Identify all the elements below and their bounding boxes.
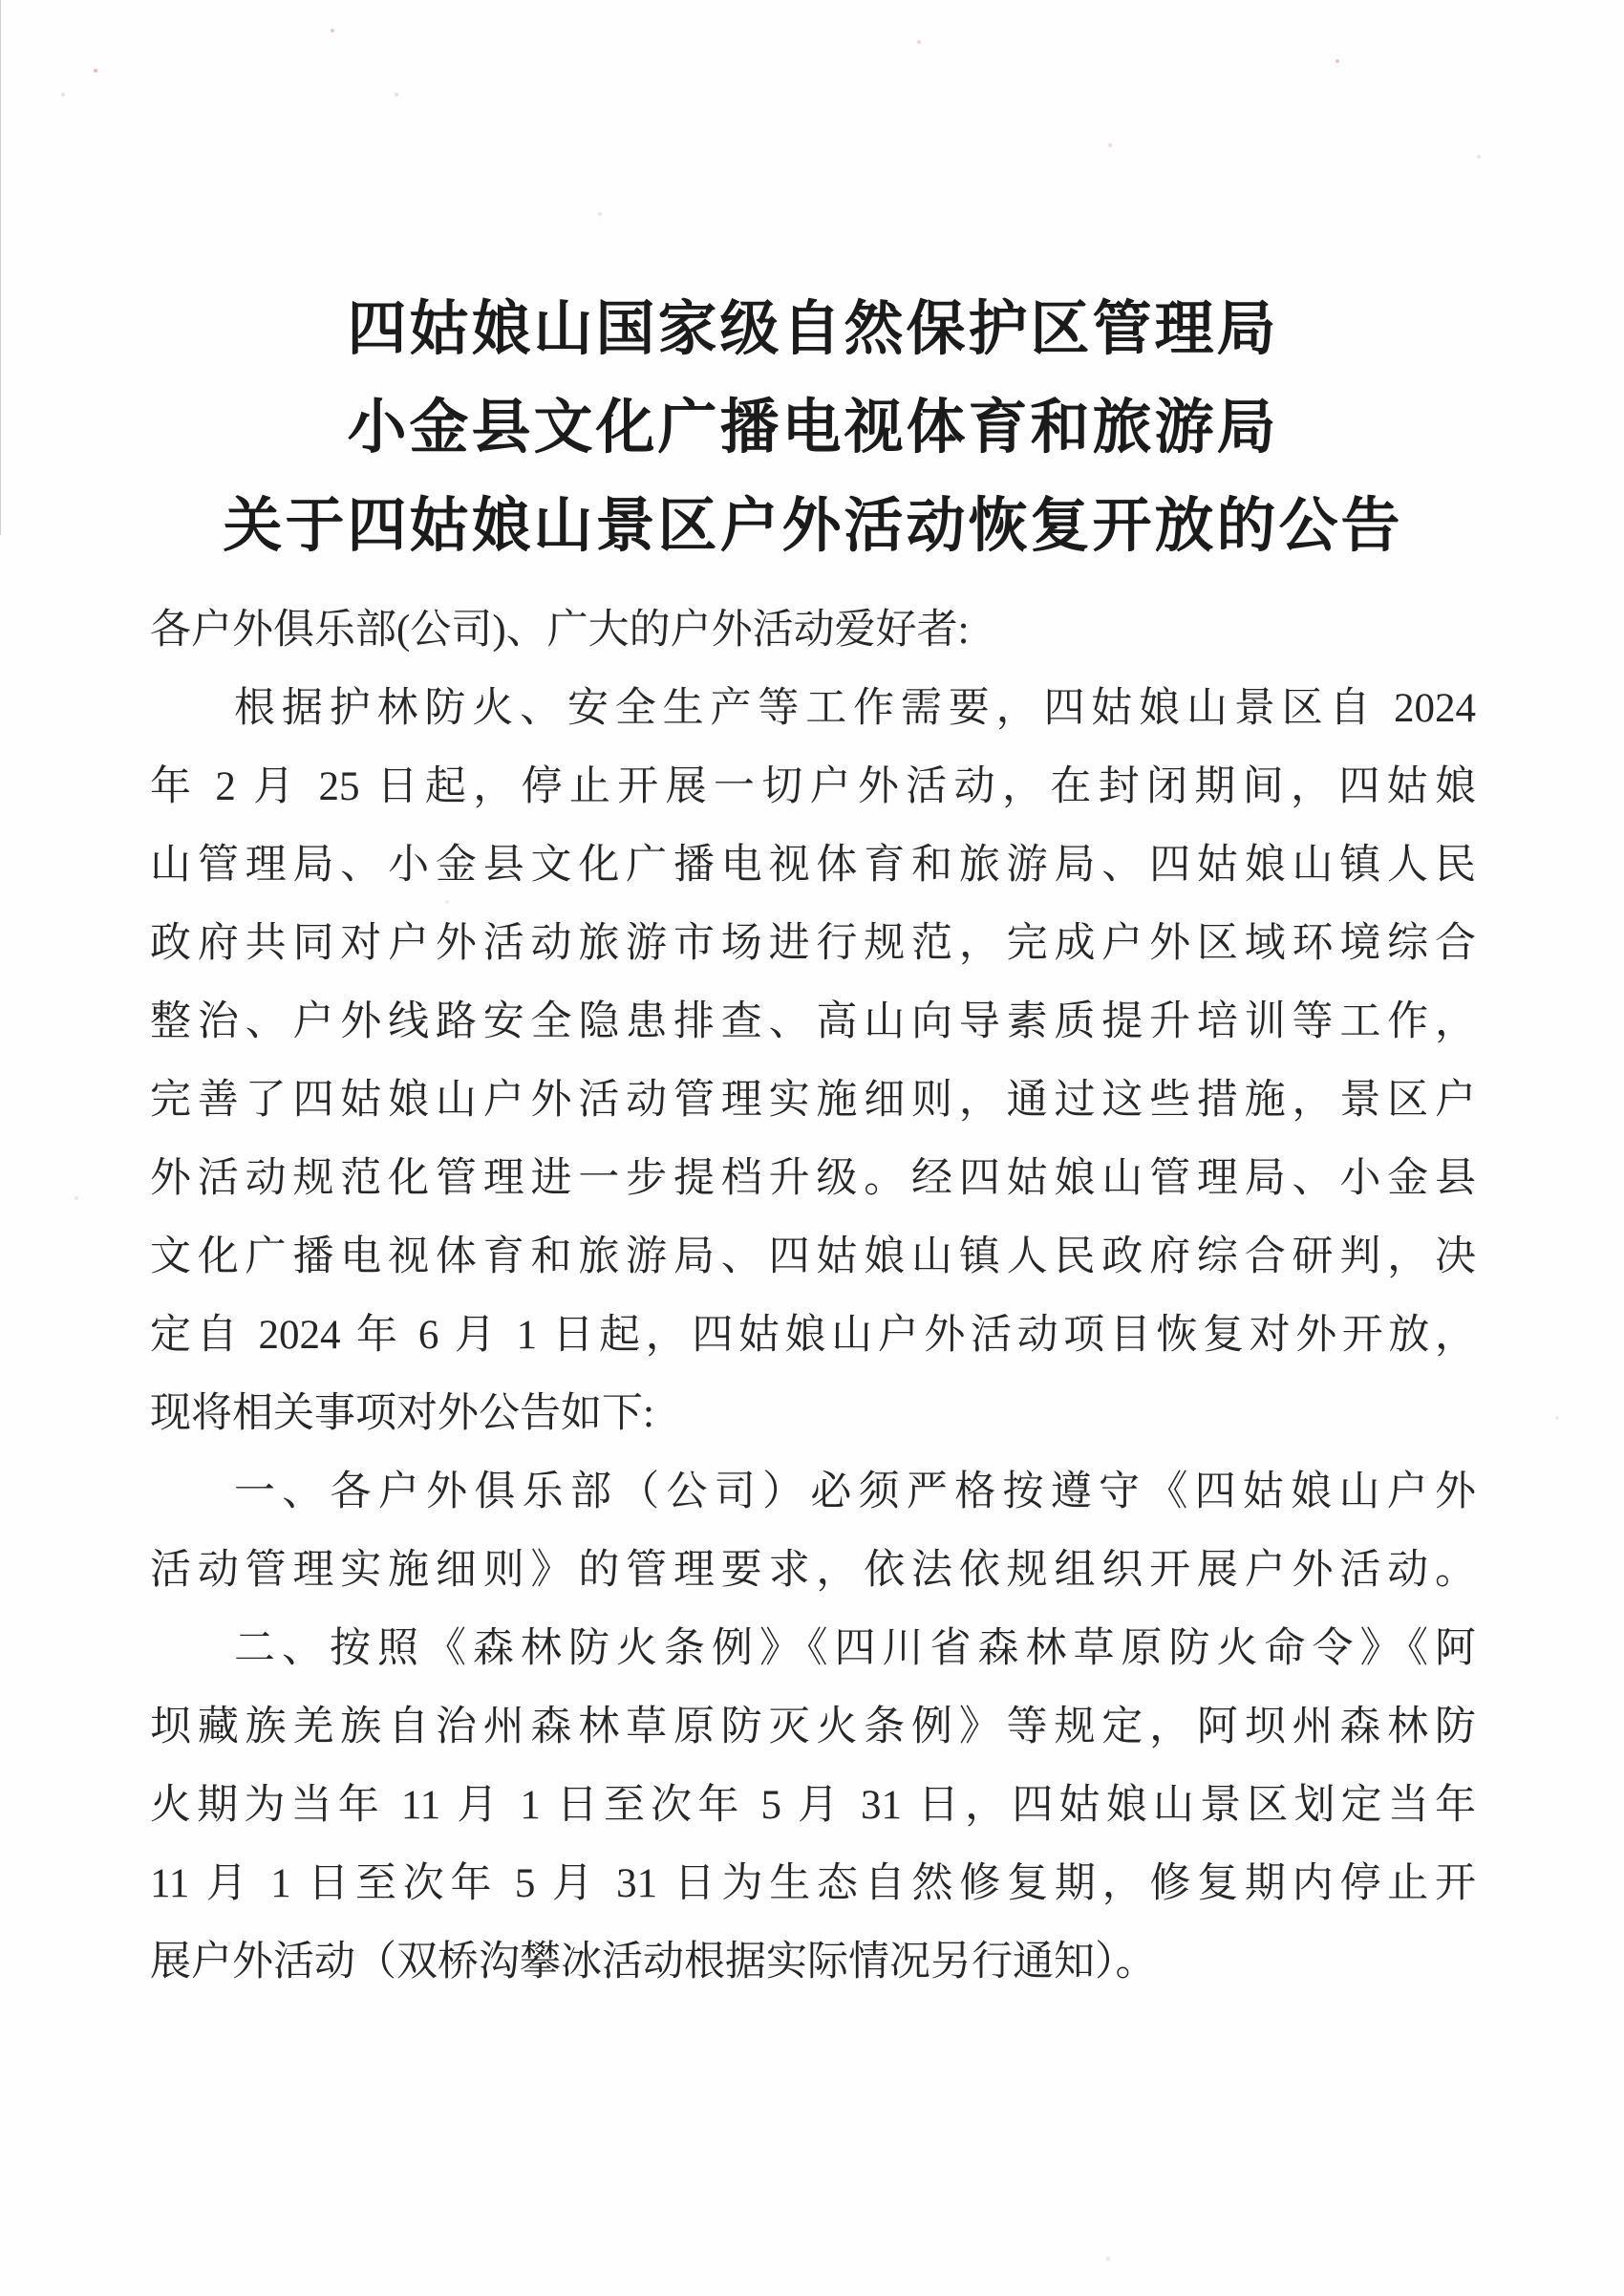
body-line: 政府共同对户外活动旅游市场进行规范，完成户外区域环境综合 <box>150 921 1476 966</box>
scan-noise-speckles <box>94 69 97 73</box>
body-line: 根据护林防火、安全生产等工作需要，四姑娘山景区自 2024 <box>234 686 1476 731</box>
body-line: 年 2 月 25 日起，停止开展一切户外活动，在封闭期间，四姑娘 <box>150 764 1476 809</box>
body-line: 坝藏族羌族自治州森林草原防灭火条例》等规定，阿坝州森林防 <box>150 1705 1476 1749</box>
body-line: 文化广播电视体育和旅游局、四姑娘山镇人民政府综合研判，决 <box>150 1234 1476 1279</box>
scan-edge-artifact <box>0 0 1 535</box>
body-line-item-2: 二、按照《森林防火条例》《四川省森林草原防火命令》《阿 <box>234 1626 1476 1671</box>
body-line: 11 月 1 日至次年 5 月 31 日为生态自然修复期，修复期内停止开 <box>150 1861 1476 1906</box>
title-line-3: 关于四姑娘山景区户外活动恢复开放的公告 <box>223 494 1403 559</box>
salutation-line: 各户外俱乐部(公司)、广大的户外活动爱好者: <box>150 608 970 653</box>
body-line: 活动管理实施细则》的管理要求，依法依规组织开展户外活动。 <box>150 1548 1476 1593</box>
body-line: 展户外活动（双桥沟攀冰活动根据实际情况另行通知）。 <box>150 1940 1157 1985</box>
body-line-item-1: 一、各户外俱乐部（公司）必须严格按遵守《四姑娘山户外 <box>234 1470 1476 1514</box>
body-line: 外活动规范化管理进一步提档升级。经四姑娘山管理局、小金县 <box>150 1156 1476 1201</box>
body-line: 完善了四姑娘山户外活动管理实施细则，通过这些措施，景区户 <box>150 1078 1476 1123</box>
body-line: 定自 2024 年 6 月 1 日起，四姑娘山户外活动项目恢复对外开放， <box>150 1313 1476 1358</box>
document-body <box>150 591 1476 2002</box>
title-line-2: 小金县文化广播电视体育和旅游局 <box>347 396 1279 461</box>
document-title <box>149 281 1477 576</box>
body-line: 山管理局、小金县文化广播电视体育和旅游局、四姑娘山镇人民 <box>150 843 1476 888</box>
body-line: 整治、户外线路安全隐患排查、高山向导素质提升培训等工作， <box>150 999 1476 1044</box>
body-line: 现将相关事项对外公告如下: <box>150 1391 654 1436</box>
body-line: 火期为当年 11 月 1 日至次年 5 月 31 日，四姑娘山景区划定当年 <box>150 1783 1476 1828</box>
title-line-1: 四姑娘山国家级自然保护区管理局 <box>347 297 1279 362</box>
